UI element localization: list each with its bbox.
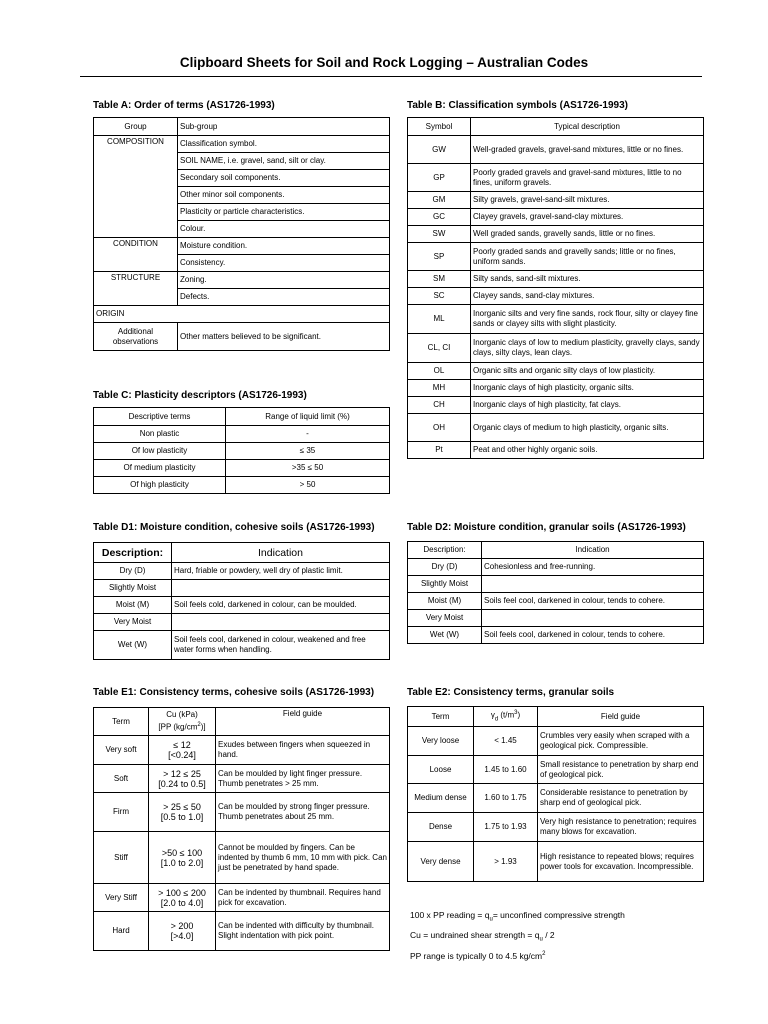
note-pp-range (410, 947, 625, 964)
table-e1-grid (93, 707, 390, 951)
table-row (408, 363, 704, 380)
table-row (94, 323, 390, 351)
gamma-subscript: d (494, 716, 499, 723)
cu-cell (149, 736, 216, 765)
table-row (408, 442, 704, 459)
table-row (408, 707, 704, 727)
cu-value: > 100 ≤ 200 (158, 887, 206, 898)
description-cell: Well-graded gravels, gravel-sand mixtures, little or no fines. (471, 136, 704, 164)
table-c (93, 389, 390, 494)
table-row (94, 563, 390, 580)
field-guide-cell: Very high resistance to penetration; requires many blows for excavation. (538, 813, 704, 842)
column-header: Description: (94, 543, 172, 563)
table-d2-caption: Table D2: Moisture condition, granular soils (AS1726-1993) (407, 522, 686, 533)
column-header: Symbol (408, 118, 471, 136)
table-e2 (407, 686, 704, 882)
field-guide-cell: Cannot be moulded by fingers. Can be indented by thumb 6 mm, 10 mm with pick. Can just be penetrated by hand spade. (216, 832, 390, 884)
description-cell: Poorly graded gravels and gravel-sand mixtures, little to no fines, uniform gravels. (471, 164, 704, 192)
indication-cell: Soil feels cool, darkened in colour, tends to cohere. (482, 627, 704, 644)
table-d2-grid (407, 541, 704, 644)
indication-cell: Soil feels cold, darkened in colour, can be moulded. (172, 597, 390, 614)
description-cell: Peat and other highly organic soils. (471, 442, 704, 459)
table-row (94, 118, 390, 136)
table-row (94, 306, 390, 323)
table-d2 (407, 521, 704, 644)
table-row (408, 226, 704, 243)
field-guide-cell: Considerable resistance to penetration by sharp end of geological pick. (538, 784, 704, 813)
subgroup-cell: Moisture condition. (178, 238, 390, 255)
description-cell: Well graded sands, gravelly sands, little or no fines. (471, 226, 704, 243)
pp-value: [0.24 to 0.5] (158, 778, 206, 789)
table-a-grid (93, 117, 390, 351)
note-text: / 2 (542, 929, 555, 940)
term-cell: Very dense (408, 842, 474, 882)
table-a (93, 99, 390, 351)
term-cell: Of high plasticity (94, 477, 226, 494)
symbol-cell: CL, CI (408, 334, 471, 363)
table-row (408, 209, 704, 226)
term-cell: Of low plasticity (94, 443, 226, 460)
description-cell: Clayey sands, sand-clay mixtures. (471, 288, 704, 305)
indication-cell: Soils feel cool, darkened in colour, tends to cohere. (482, 593, 704, 610)
table-row (94, 631, 390, 660)
indication-cell (172, 614, 390, 631)
indication-cell (172, 580, 390, 597)
range-cell: - (226, 426, 390, 443)
column-header (474, 707, 538, 727)
pp-value: [>4.0] (170, 931, 194, 941)
description-cell: Inorganic clays of high plasticity, fat clays. (471, 397, 704, 414)
notes (410, 908, 625, 964)
note-subscript: u (539, 936, 543, 943)
symbol-cell: SC (408, 288, 471, 305)
field-guide-cell: Small resistance to penetration by sharp end of geological pick. (538, 756, 704, 784)
table-e1 (93, 686, 390, 951)
indication-cell (482, 576, 704, 593)
cu-value: ≤ 12 (173, 740, 191, 750)
field-guide-cell: Crumbles very easily when scraped with a geological pick. Compressible. (538, 727, 704, 756)
cu-value: > 200 (170, 921, 194, 931)
column-header: Descriptive terms (94, 408, 226, 426)
table-row (408, 380, 704, 397)
pp-value: [<0.24] (168, 750, 196, 760)
symbol-cell: GC (408, 209, 471, 226)
density-cell: 1.60 to 1.75 (474, 784, 538, 813)
table-row (94, 272, 390, 289)
table-row (408, 118, 704, 136)
description-cell: Slightly Moist (94, 580, 172, 597)
table-row (94, 460, 390, 477)
table-row (94, 614, 390, 631)
description-cell: Moist (M) (408, 593, 482, 610)
subgroup-cell: Consistency. (178, 255, 390, 272)
pp-label (151, 720, 213, 733)
pp-label-superscript: 2 (197, 722, 201, 729)
subgroup-cell: Classification symbol. (178, 136, 390, 153)
subgroup-cell: Zoning. (178, 272, 390, 289)
table-row (408, 305, 704, 334)
origin-cell: ORIGIN (94, 306, 390, 323)
cu-cell (149, 884, 216, 912)
table-row (408, 784, 704, 813)
field-guide-cell: Can be indented with difficulty by thumbnail. Slight indentation with pick point. (216, 912, 390, 951)
column-header: Term (94, 708, 149, 736)
table-row (408, 542, 704, 559)
title-divider (80, 76, 702, 77)
pp-value: [0.5 to 1.0] (160, 812, 204, 822)
table-e1-caption: Table E1: Consistency terms, cohesive soils (AS1726-1993) (93, 687, 375, 698)
symbol-cell: OL (408, 363, 471, 380)
table-d1-caption: Table D1: Moisture condition, cohesive soils (AS1726-1993) (93, 522, 375, 533)
density-cell: < 1.45 (474, 727, 538, 756)
group-cell: Additional observations (94, 323, 178, 351)
table-b (407, 99, 704, 459)
description-cell: Wet (W) (408, 627, 482, 644)
table-row (94, 736, 390, 765)
description-cell: Dry (D) (408, 559, 482, 576)
term-cell: Non plastic (94, 426, 226, 443)
unit-superscript: 3 (514, 710, 518, 717)
range-cell: > 50 (226, 477, 390, 494)
description-cell: Very Moist (94, 614, 172, 631)
column-header: Range of liquid limit (%) (226, 408, 390, 426)
pp-value: [2.0 to 4.0] (160, 897, 204, 908)
table-row (408, 559, 704, 576)
column-header (149, 708, 216, 736)
group-cell: STRUCTURE (94, 272, 178, 306)
range-cell: >35 ≤ 50 (226, 460, 390, 477)
term-cell: Soft (94, 765, 149, 793)
indication-cell: Cohesionless and free-running. (482, 559, 704, 576)
cu-cell (149, 765, 216, 793)
symbol-cell: GW (408, 136, 471, 164)
range-cell: ≤ 35 (226, 443, 390, 460)
column-header: Indication (482, 542, 704, 559)
table-row (94, 793, 390, 832)
symbol-cell: SM (408, 271, 471, 288)
table-row (94, 832, 390, 884)
symbol-cell: ML (408, 305, 471, 334)
table-row (408, 610, 704, 627)
field-guide-cell: Can be moulded by light finger pressure. Thumb penetrates > 25 mm. (216, 765, 390, 793)
column-header: Typical description (471, 118, 704, 136)
table-row (408, 813, 704, 842)
term-cell: Very soft (94, 736, 149, 765)
column-header: Term (408, 707, 474, 727)
subgroup-cell: Other matters believed to be significant. (178, 323, 390, 351)
table-row (94, 708, 390, 736)
table-row (94, 597, 390, 614)
table-c-caption: Table C: Plasticity descriptors (AS1726-1993) (93, 390, 307, 401)
table-row (408, 136, 704, 164)
description-cell: Very Moist (408, 610, 482, 627)
symbol-cell: GM (408, 192, 471, 209)
note-cu (410, 928, 625, 948)
cu-value: > 25 ≤ 50 (163, 802, 201, 812)
table-row (408, 288, 704, 305)
table-row (408, 271, 704, 288)
column-header: Description: (408, 542, 482, 559)
cu-cell (149, 832, 216, 884)
term-cell: Of medium plasticity (94, 460, 226, 477)
field-guide-cell: Can be moulded by strong finger pressure. Thumb penetrates about 25 mm. (216, 793, 390, 832)
description-cell: Inorganic silts and very fine sands, rock flour, silty or clayey fine sands or clayey silts with slight plasticity. (471, 305, 704, 334)
table-e2-caption: Table E2: Consistency terms, granular soils (407, 687, 615, 698)
term-cell: Firm (94, 793, 149, 832)
term-cell: Stiff (94, 832, 149, 884)
table-row (408, 414, 704, 442)
note-text: Cu = undrained shear strength = q (410, 929, 540, 940)
field-guide-cell: Can be indented by thumbnail. Requires hand pick for excavation. (216, 884, 390, 912)
column-header: Indication (172, 543, 390, 563)
table-row (408, 164, 704, 192)
table-row (94, 477, 390, 494)
table-e2-grid (407, 706, 704, 882)
description-cell: Inorganic clays of low to medium plasticity, gravelly clays, sandy clays, silty clays, lean clays. (471, 334, 704, 363)
subgroup-cell: Secondary soil components. (178, 170, 390, 187)
table-row (94, 912, 390, 951)
cu-cell (149, 793, 216, 832)
note-text: 100 x PP reading = q (410, 910, 490, 920)
table-row (94, 426, 390, 443)
symbol-cell: SW (408, 226, 471, 243)
table-row (94, 884, 390, 912)
symbol-cell: SP (408, 243, 471, 271)
density-cell: 1.75 to 1.93 (474, 813, 538, 842)
table-c-grid (93, 407, 390, 494)
note-superscript: 2 (542, 951, 546, 958)
table-b-caption: Table B: Classification symbols (AS1726-1993) (407, 100, 629, 111)
column-header: Group (94, 118, 178, 136)
cu-value: >50 ≤ 100 (161, 847, 203, 858)
table-row (408, 727, 704, 756)
description-cell: Organic clays of medium to high plasticity, organic silts. (471, 414, 704, 442)
table-row (408, 397, 704, 414)
table-row (408, 756, 704, 784)
table-row (94, 238, 390, 255)
indication-cell: Hard, friable or powdery, well dry of plastic limit. (172, 563, 390, 580)
term-cell: Medium dense (408, 784, 474, 813)
cu-value: > 12 ≤ 25 (163, 768, 201, 779)
symbol-cell: GP (408, 164, 471, 192)
symbol-cell: OH (408, 414, 471, 442)
density-cell: 1.45 to 1.60 (474, 756, 538, 784)
cu-label: Cu (kPa) (166, 710, 198, 720)
field-guide-cell: High resistance to repeated blows; requires power tools for excavation. Incompressible. (538, 842, 704, 882)
table-d1-grid (93, 542, 390, 660)
table-d1 (93, 521, 390, 660)
field-guide-cell: Exudes between fingers when squeezed in hand. (216, 736, 390, 765)
symbol-cell: MH (408, 380, 471, 397)
term-cell: Dense (408, 813, 474, 842)
indication-cell (482, 610, 704, 627)
table-a-caption: Table A: Order of terms (AS1726-1993) (93, 100, 275, 111)
subgroup-cell: SOIL NAME, i.e. gravel, sand, silt or clay. (178, 153, 390, 170)
table-row (408, 192, 704, 209)
description-cell: Silty sands, sand-silt mixtures. (471, 271, 704, 288)
pp-label-text: [PP (kg/cm (158, 722, 198, 732)
table-row (94, 408, 390, 426)
group-cell: CONDITION (94, 238, 178, 272)
note-subscript: u (489, 916, 493, 923)
description-cell: Inorganic clays of high plasticity, organic silts. (471, 380, 704, 397)
term-cell: Very loose (408, 727, 474, 756)
note-text: PP range is typically 0 to 4.5 kg/cm (410, 951, 543, 962)
table-row (94, 443, 390, 460)
description-cell: Clayey gravels, gravel-sand-clay mixtures. (471, 209, 704, 226)
table-row (94, 136, 390, 153)
group-cell: COMPOSITION (94, 136, 178, 238)
page-title: Clipboard Sheets for Soil and Rock Logging – Australian Codes (179, 55, 589, 70)
subgroup-cell: Defects. (178, 289, 390, 306)
table-row (408, 243, 704, 271)
table-row (408, 627, 704, 644)
table-b-grid (407, 117, 704, 459)
table-row (408, 842, 704, 882)
column-header: Field guide (538, 707, 704, 727)
table-row (408, 334, 704, 363)
note-text: = unconfined compressive strength (492, 910, 625, 920)
pp-value: [1.0 to 2.0] (160, 857, 204, 868)
description-cell: Moist (M) (94, 597, 172, 614)
subgroup-cell: Colour. (178, 221, 390, 238)
table-row (408, 593, 704, 610)
unit-close: ) (517, 711, 521, 721)
term-cell: Hard (94, 912, 149, 951)
column-header: Field guide (216, 708, 390, 736)
description-cell: Poorly graded sands and gravelly sands; little or no fines, uniform sands. (471, 243, 704, 271)
pp-label-close: )] (200, 722, 206, 732)
table-row (94, 543, 390, 563)
description-cell: Silty gravels, gravel-sand-silt mixtures. (471, 192, 704, 209)
description-cell: Organic silts and organic silty clays of low plasticity. (471, 363, 704, 380)
description-cell: Slightly Moist (408, 576, 482, 593)
table-row (94, 580, 390, 597)
term-cell: Loose (408, 756, 474, 784)
table-row (408, 576, 704, 593)
column-header: Sub-group (178, 118, 390, 136)
subgroup-cell: Plasticity or particle characteristics. (178, 204, 390, 221)
gamma-symbol: γ (490, 711, 495, 721)
subgroup-cell: Other minor soil components. (178, 187, 390, 204)
symbol-cell: CH (408, 397, 471, 414)
term-cell: Very Stiff (94, 884, 149, 912)
description-cell: Dry (D) (94, 563, 172, 580)
indication-cell: Soil feels cool, darkened in colour, weakened and free water forms when handling. (172, 631, 390, 660)
description-cell: Wet (W) (94, 631, 172, 660)
density-cell: > 1.93 (474, 842, 538, 882)
table-row (94, 765, 390, 793)
unit-label: (t/m (498, 711, 515, 721)
symbol-cell: Pt (408, 442, 471, 459)
cu-cell (149, 912, 216, 951)
note-pp-reading (410, 908, 625, 928)
